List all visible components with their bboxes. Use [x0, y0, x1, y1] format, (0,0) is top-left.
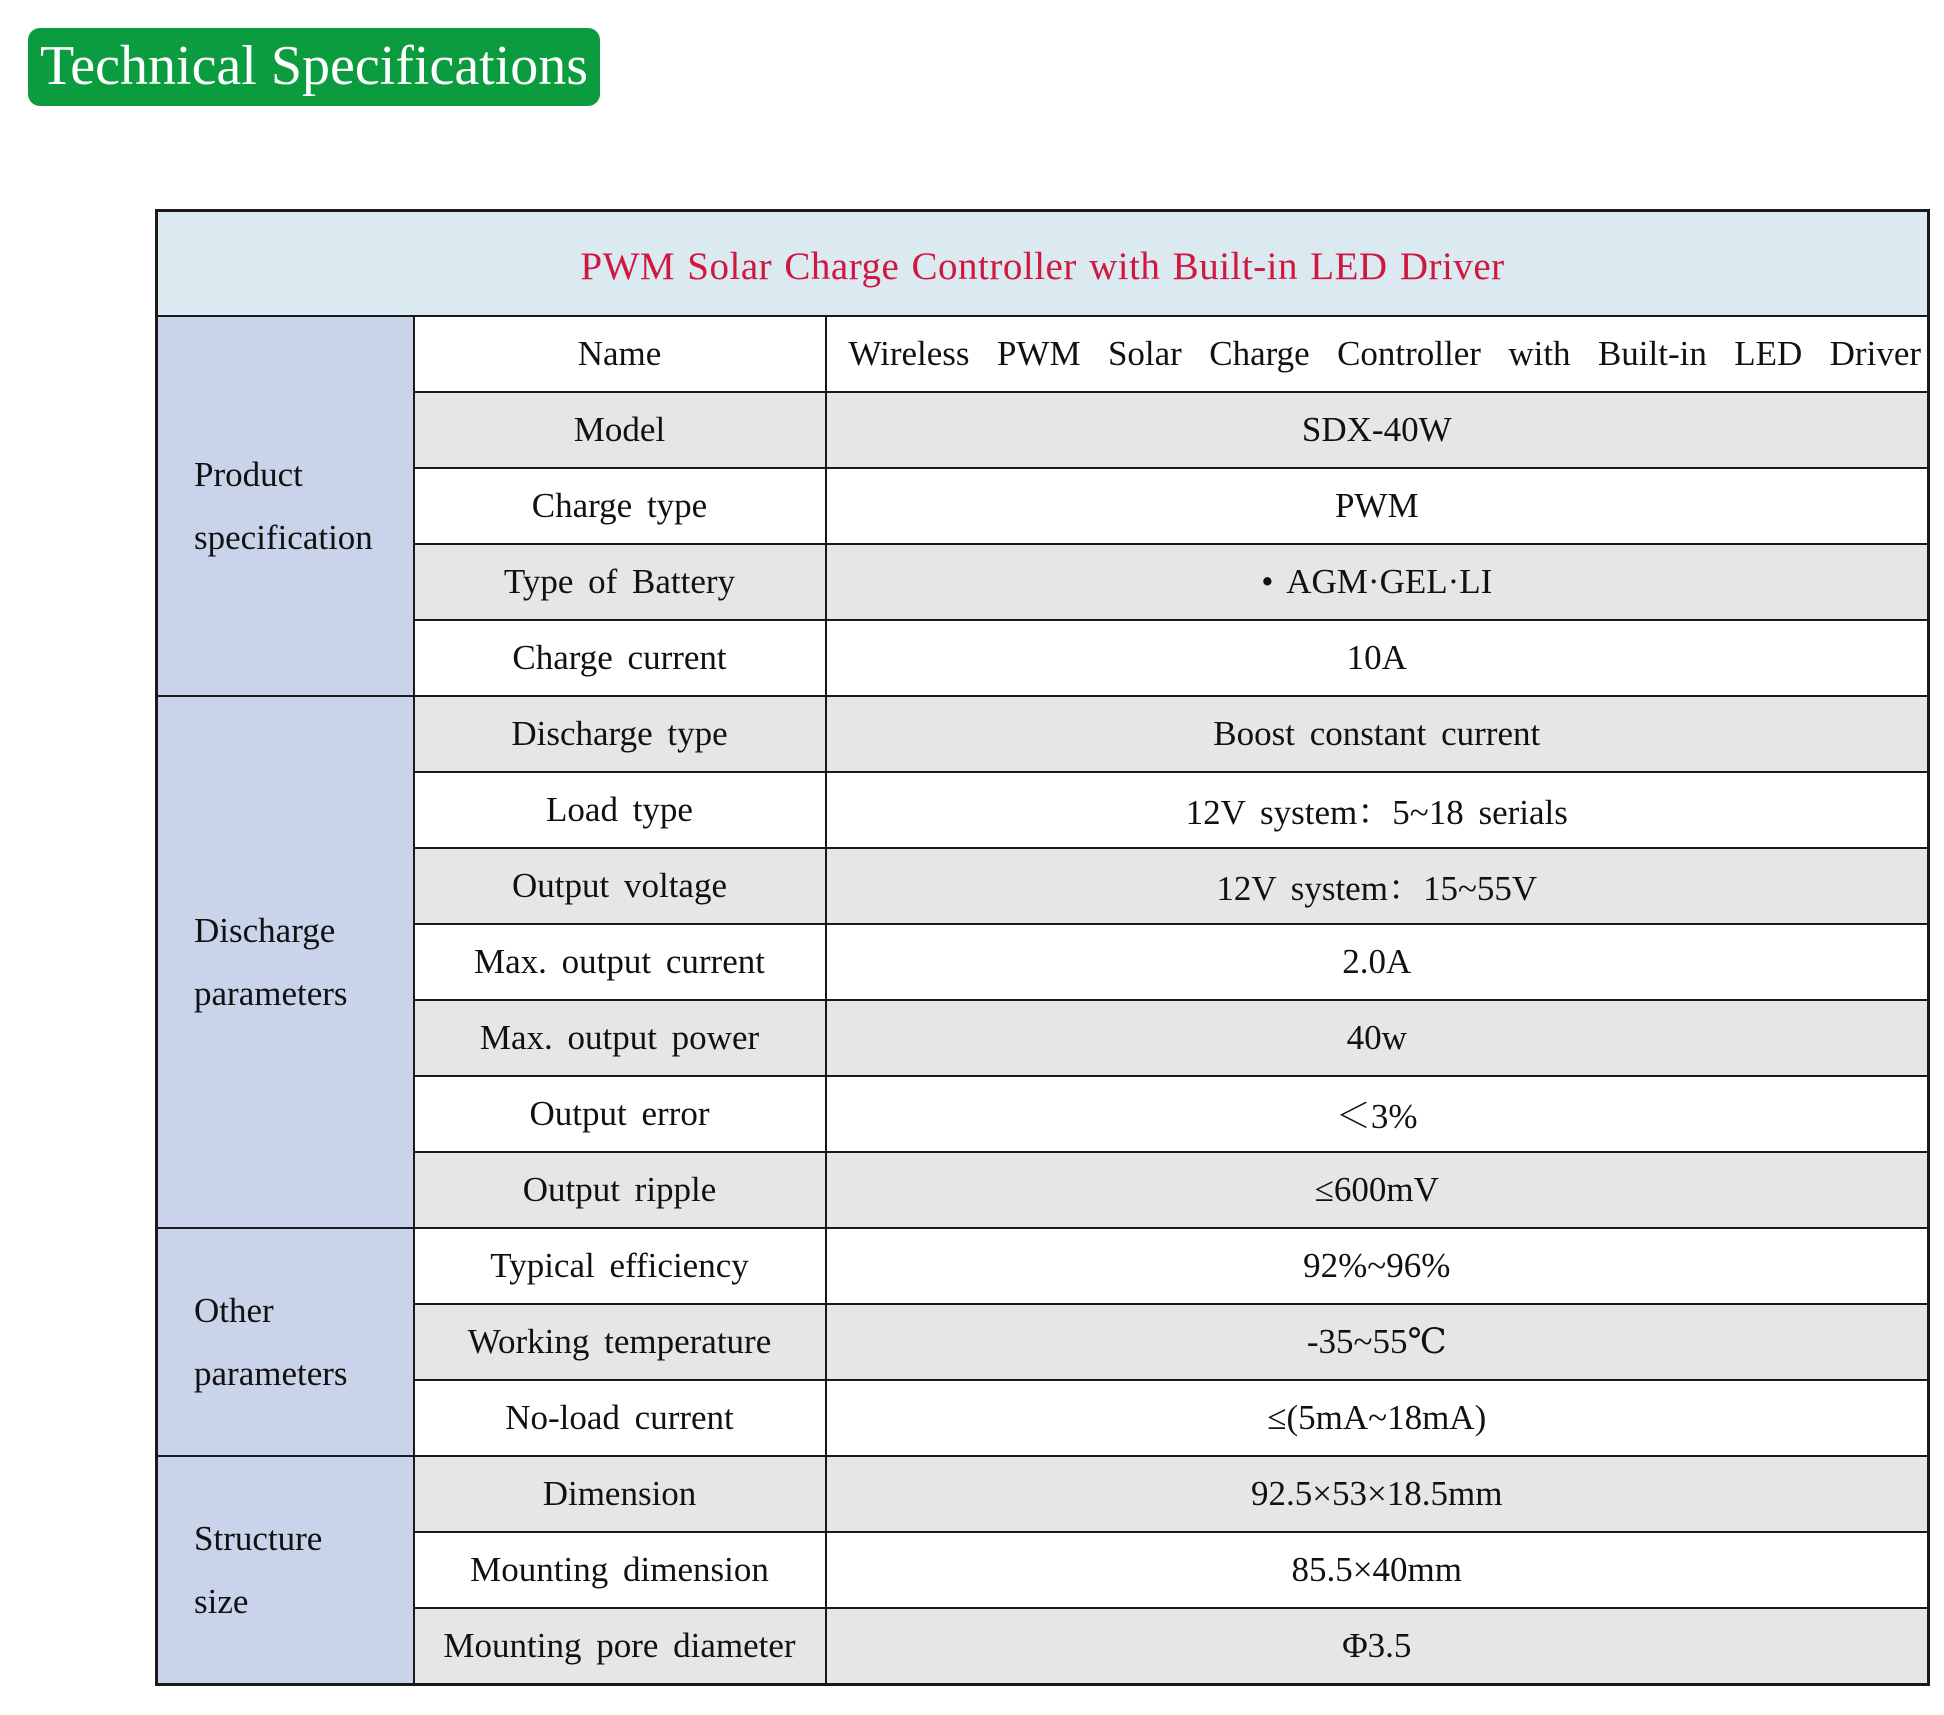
param-name: Mounting pore diameter [414, 1608, 826, 1685]
param-value: Boost constant current [826, 696, 1929, 772]
table-title: PWM Solar Charge Controller with Built-in LED Driver [157, 211, 1929, 317]
group-label-structure-size [157, 1456, 414, 1685]
table-row [157, 620, 1929, 696]
param-value: 12V system：5~18 serials [826, 772, 1929, 848]
param-name: No-load current [414, 1380, 826, 1456]
param-name: Discharge type [414, 696, 826, 772]
page-title: Technical Specifications [28, 28, 600, 106]
param-value: 40w [826, 1000, 1929, 1076]
param-name: Typical efficiency [414, 1228, 826, 1304]
table-row [157, 1456, 1929, 1532]
table-row [157, 1304, 1929, 1380]
param-value: Wireless PWM Solar Charge Controller with Built-in LED Driver [826, 316, 1929, 392]
param-name: Type of Battery [414, 544, 826, 620]
param-value: • AGM·GEL·LI [826, 544, 1929, 620]
table-row [157, 924, 1929, 1000]
group-label-line: Other [194, 1291, 274, 1330]
table-row [157, 1076, 1929, 1152]
table-row [157, 848, 1929, 924]
param-value: 92%~96% [826, 1228, 1929, 1304]
param-name: Output voltage [414, 848, 826, 924]
param-value: ≤600mV [826, 1152, 1929, 1228]
param-value: ＜3% [826, 1076, 1929, 1152]
param-value: 10A [826, 620, 1929, 696]
param-value: 12V system：15~55V [826, 848, 1929, 924]
param-name: Working temperature [414, 1304, 826, 1380]
table-row [157, 1152, 1929, 1228]
group-label-line: size [194, 1582, 249, 1621]
param-value: PWM [826, 468, 1929, 544]
group-label-other-parameters [157, 1228, 414, 1456]
specifications-table [155, 209, 1930, 1686]
param-name: Model [414, 392, 826, 468]
group-label-line: Discharge [194, 911, 336, 950]
table-banner-row [157, 211, 1929, 317]
param-name: Name [414, 316, 826, 392]
table-row [157, 772, 1929, 848]
param-name: Max. output current [414, 924, 826, 1000]
param-value: ≤(5mA~18mA) [826, 1380, 1929, 1456]
param-name: Dimension [414, 1456, 826, 1532]
param-name: Load type [414, 772, 826, 848]
table-row [157, 392, 1929, 468]
group-label-line: Product [194, 455, 303, 494]
table-row [157, 696, 1929, 772]
param-name: Mounting dimension [414, 1532, 826, 1608]
param-name: Output ripple [414, 1152, 826, 1228]
param-name: Charge type [414, 468, 826, 544]
group-label-line: parameters [194, 1354, 348, 1393]
table-row [157, 1228, 1929, 1304]
group-label-product-specification [157, 316, 414, 696]
group-label-line: Structure [194, 1519, 323, 1558]
table-row [157, 468, 1929, 544]
table-row [157, 1532, 1929, 1608]
table-row [157, 1380, 1929, 1456]
param-value: 85.5×40mm [826, 1532, 1929, 1608]
param-value: Φ3.5 [826, 1608, 1929, 1685]
param-value: 2.0A [826, 924, 1929, 1000]
table-row [157, 1000, 1929, 1076]
param-value: 92.5×53×18.5mm [826, 1456, 1929, 1532]
table-row [157, 544, 1929, 620]
table-row [157, 316, 1929, 392]
group-label-discharge-parameters [157, 696, 414, 1228]
param-name: Output error [414, 1076, 826, 1152]
group-label-line: specification [194, 518, 373, 557]
param-name: Charge current [414, 620, 826, 696]
table-row [157, 1608, 1929, 1685]
param-name: Max. output power [414, 1000, 826, 1076]
param-value: -35~55℃ [826, 1304, 1929, 1380]
param-value: SDX-40W [826, 392, 1929, 468]
group-label-line: parameters [194, 974, 348, 1013]
